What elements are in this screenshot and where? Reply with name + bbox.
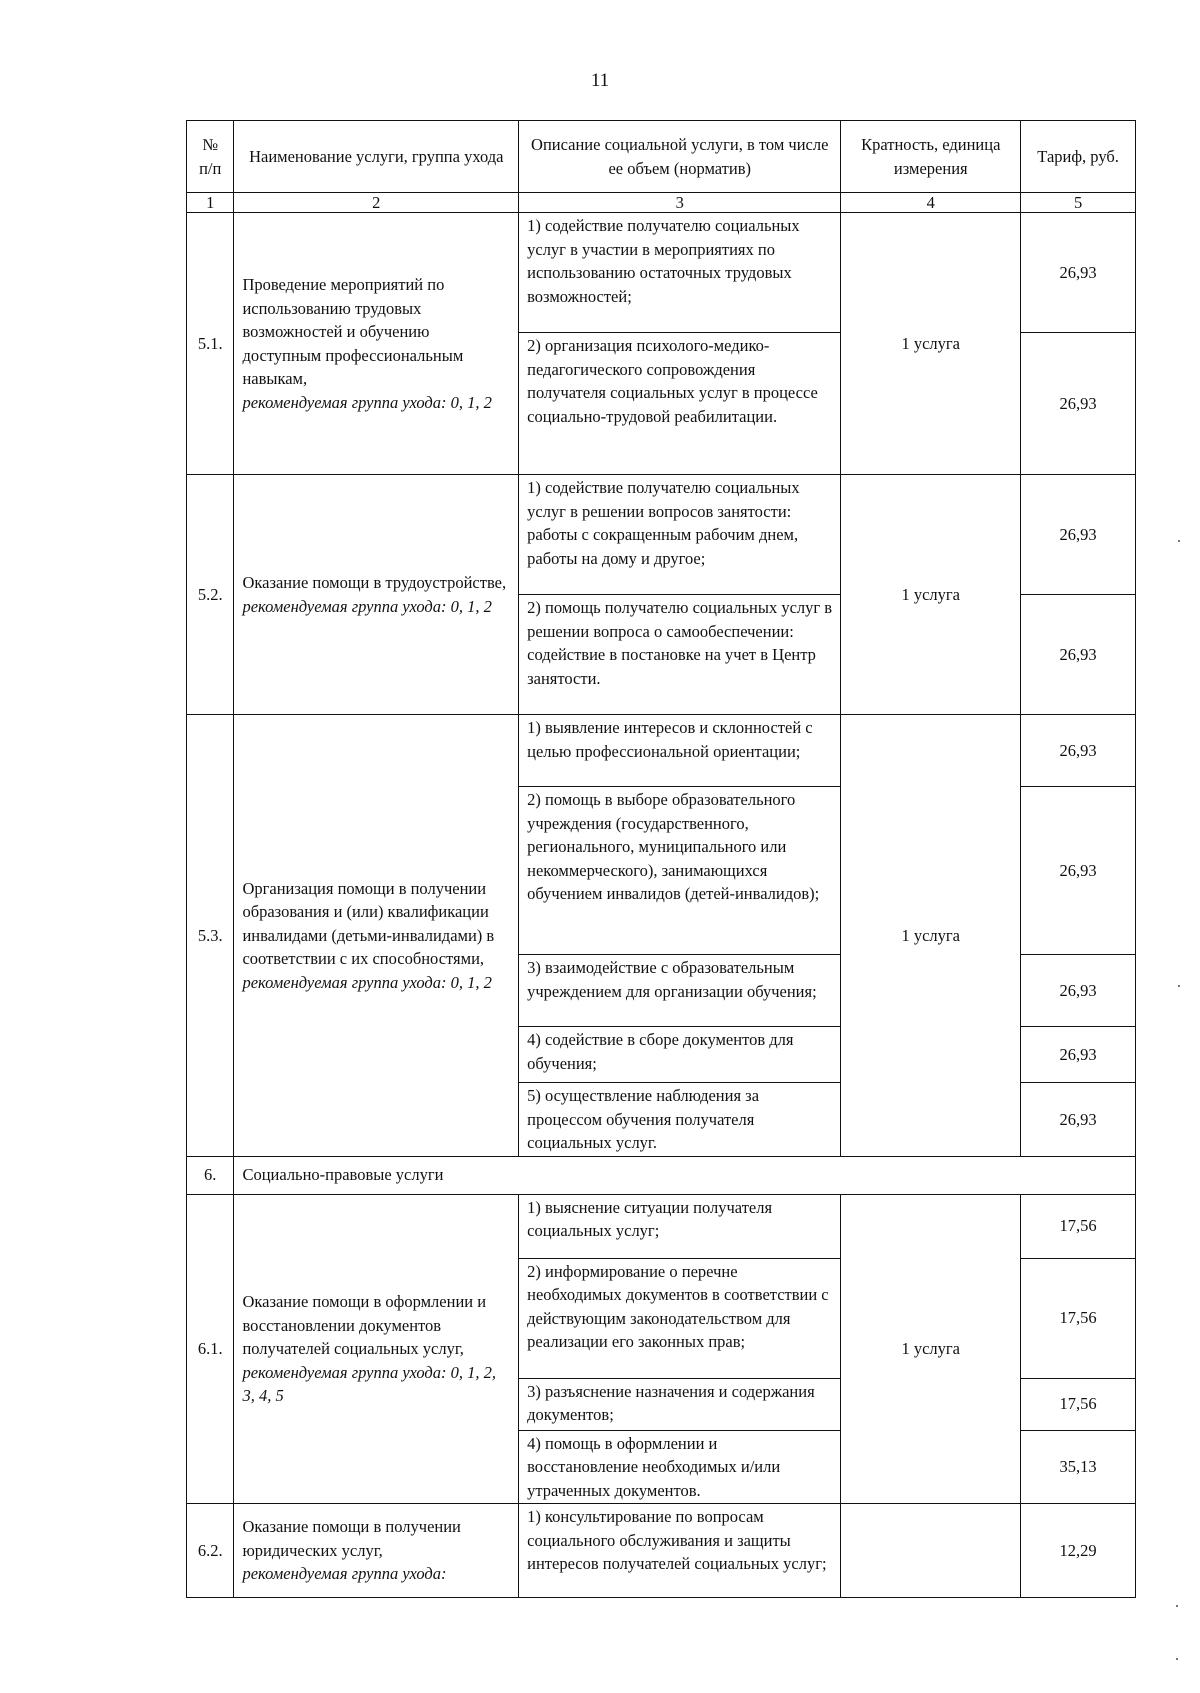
column-index: 5 (1021, 193, 1136, 213)
page-number: 11 (590, 70, 610, 91)
column-index: 4 (841, 193, 1021, 213)
service-unit: 1 услуга (841, 1194, 1021, 1504)
service-description: 5) осуществление наблюдения за процессом обучения получателя социальных услуг. (519, 1083, 841, 1157)
table-row (187, 715, 1136, 787)
service-tariff: 26,93 (1021, 213, 1136, 333)
header-tariff: Тариф, руб. (1021, 121, 1136, 193)
column-index-row (187, 193, 1136, 213)
scan-speck (1178, 985, 1180, 987)
service-number: 5.2. (187, 475, 234, 715)
table-header-row (187, 121, 1136, 193)
services-table (186, 120, 1136, 1598)
service-name: Оказание помощи в трудоустройстве, (242, 573, 507, 592)
service-description: 4) содействие в сборе документов для обучения; (519, 1027, 841, 1083)
service-unit: 1 услуга (841, 213, 1021, 475)
column-index: 3 (519, 193, 841, 213)
service-unit (841, 1504, 1021, 1598)
service-name: Оказание помощи в получении юридических услуг, (242, 1517, 461, 1560)
service-number: 5.1. (187, 213, 234, 475)
table-row (187, 1194, 1136, 1258)
service-description: 2) помощь в выборе образовательного учреждения (государственного, регионального, муниципального или некоммерческого), занимающихся обучением инвалидов (детей-инвалидов); (519, 787, 841, 955)
service-name: Оказание помощи в оформлении и восстановлении документов получателей социальных услуг, (242, 1292, 487, 1358)
service-description: 3) разъяснение назначения и содержания документов; (519, 1378, 841, 1430)
service-description: 4) помощь в оформлении и восстановление необходимых и/или утраченных документов. (519, 1430, 841, 1504)
column-index: 1 (187, 193, 234, 213)
service-tariff: 12,29 (1021, 1504, 1136, 1598)
service-tariff: 17,56 (1021, 1194, 1136, 1258)
service-number: 6.2. (187, 1504, 234, 1598)
table-row (187, 475, 1136, 595)
service-description: 2) помощь получателю социальных услуг в решении вопроса о самообеспечении: содействие в постановке на учет в Центр занятости. (519, 595, 841, 715)
column-index: 2 (234, 193, 519, 213)
service-tariff: 26,93 (1021, 1083, 1136, 1157)
section-row (187, 1156, 1136, 1194)
service-description: 2) организация психолого-медико-педагогического сопровождения получателя социальных услуг в процессе социально-трудовой реабилитации. (519, 333, 841, 475)
service-description: 1) консультирование по вопросам социального обслуживания и защиты интересов получателей социальных услуг; (519, 1504, 841, 1598)
service-tariff: 26,93 (1021, 715, 1136, 787)
service-description: 1) выявление интересов и склонностей с целью профессиональной ориентации; (519, 715, 841, 787)
service-name-cell (234, 1194, 519, 1504)
section-number: 6. (187, 1156, 234, 1194)
service-tariff: 17,56 (1021, 1258, 1136, 1378)
service-description: 1) содействие получателю социальных услуг в решении вопросов занятости: работы с сокращенным рабочим днем, работы на дому и другое; (519, 475, 841, 595)
service-tariff: 35,13 (1021, 1430, 1136, 1504)
care-group: рекомендуемая группа ухода: 0, 1, 2, 3, 4, 5 (242, 1362, 497, 1405)
service-name: Организация помощи в получении образования и (или) квалификации инвалидами (детьми-инвалидами) в соответствии с их способностями, (242, 878, 495, 968)
service-tariff: 26,93 (1021, 333, 1136, 475)
care-group: рекомендуемая группа ухода: (242, 1564, 447, 1584)
table-row (187, 213, 1136, 333)
scan-speck (1176, 1605, 1178, 1607)
service-unit: 1 услуга (841, 475, 1021, 715)
service-number: 5.3. (187, 715, 234, 1157)
care-group: рекомендуемая группа ухода: 0, 1, 2 (242, 392, 492, 412)
service-description: 1) содействие получателю социальных услуг в участии в мероприятиях по использованию остаточных трудовых возможностей; (519, 213, 841, 333)
care-group: рекомендуемая группа ухода: 0, 1, 2 (242, 972, 492, 992)
header-service-name: Наименование услуги, группа ухода (234, 121, 519, 193)
header-description: Описание социальной услуги, в том числе ее объем (норматив) (519, 121, 841, 193)
service-number: 6.1. (187, 1194, 234, 1504)
service-tariff: 26,93 (1021, 475, 1136, 595)
service-description: 1) выяснение ситуации получателя социальных услуг; (519, 1194, 841, 1258)
section-title: Социально-правовые услуги (234, 1156, 1136, 1194)
service-name-cell (234, 213, 519, 475)
scan-speck (1178, 540, 1180, 542)
header-number: № п/п (187, 121, 234, 193)
care-group: рекомендуемая группа ухода: 0, 1, 2 (242, 596, 492, 616)
service-tariff: 26,93 (1021, 1027, 1136, 1083)
scan-speck (1176, 1658, 1178, 1660)
service-tariff: 17,56 (1021, 1378, 1136, 1430)
service-description: 2) информирование о перечне необходимых документов в соответствии с действующим законодательством для реализации его законных прав; (519, 1258, 841, 1378)
header-multiplicity: Кратность, единица измерения (841, 121, 1021, 193)
service-name-cell (234, 715, 519, 1157)
table-row (187, 1504, 1136, 1598)
service-name: Проведение мероприятий по использованию трудовых возможностей и обучению доступным профессиональным навыкам, (242, 275, 464, 388)
service-tariff: 26,93 (1021, 595, 1136, 715)
service-tariff: 26,93 (1021, 955, 1136, 1027)
service-name-cell (234, 475, 519, 715)
service-tariff: 26,93 (1021, 787, 1136, 955)
service-unit: 1 услуга (841, 715, 1021, 1157)
service-name-cell (234, 1504, 519, 1598)
service-description: 3) взаимодействие с образовательным учреждением для организации обучения; (519, 955, 841, 1027)
